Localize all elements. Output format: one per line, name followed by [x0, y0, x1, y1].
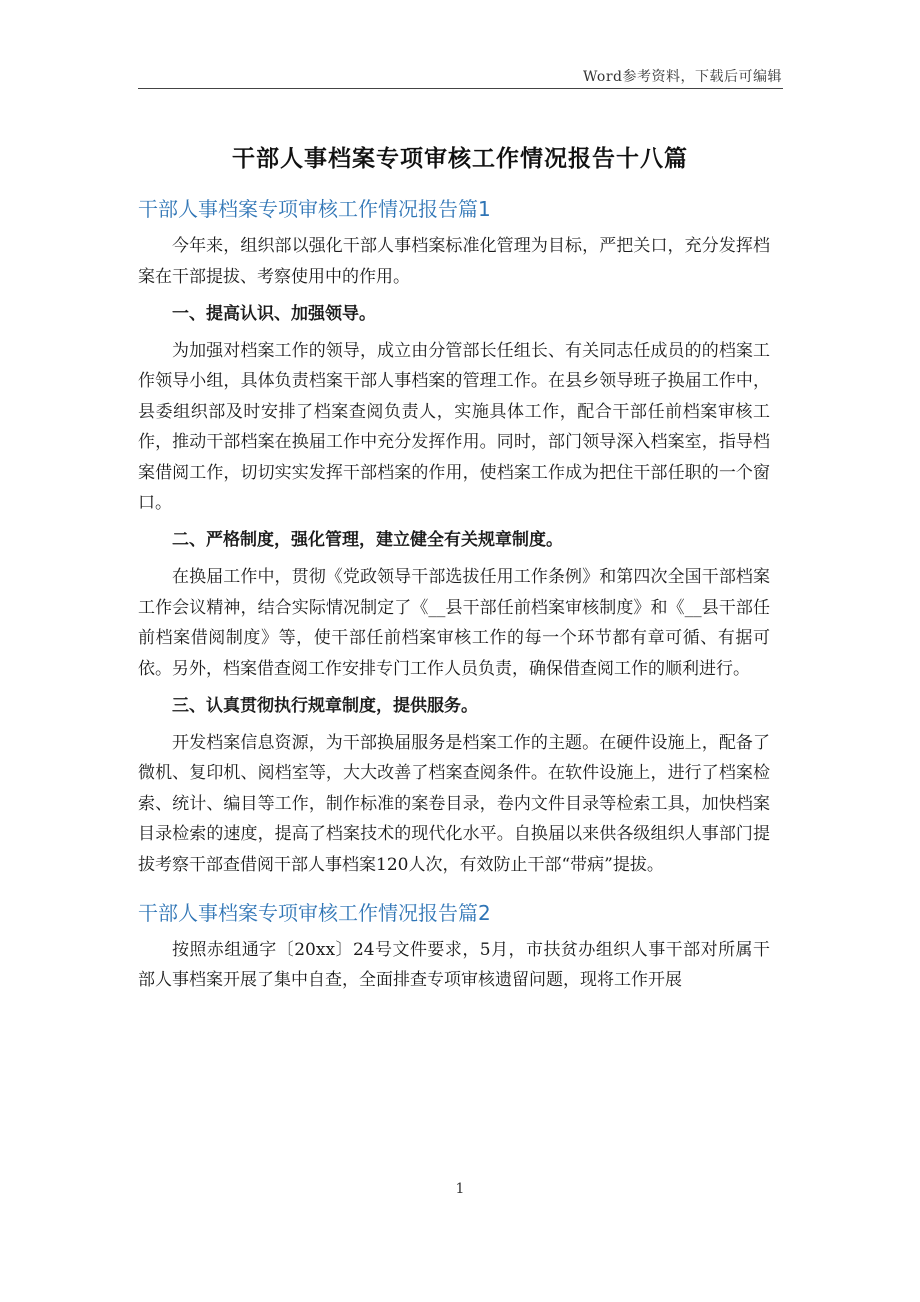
paragraph: 今年来，组织部以强化干部人事档案标准化管理为目标，严把关口，充分发挥档案在干部提拔、考察使用中的作用。 [138, 236, 770, 287]
paragraph: 为加强对档案工作的领导，成立由分管部长任组长、有关同志任成员的的档案工作领导小组，具体负责档案干部人事档案的管理工作。在县乡领导班子换届工作中，县委组织部及时安排了档案查阅负责人，实施具体工作，配合干部任前档案审核工作，推动干部档案在换届工作中充分发挥作用。同时，部门领导深入档案室，指导档案借阅工作，切切实实发挥干部档案的作用，使档案工作成为把住干部任职的一个窗口。 [138, 340, 770, 513]
subheading: 二、严格制度，强化管理，建立健全有关规章制度。 [172, 530, 563, 550]
subheading: 三、认真贯彻执行规章制度，提供服务。 [172, 695, 478, 716]
paragraph: 开发档案信息资源，为干部换届服务是档案工作的主题。在硬件设施上，配备了微机、复印机、阅档室等，大大改善了档案查阅条件。在软件设施上，进行了档案检索、统计、编目等工作，制作标准的案卷目录，卷内文件目录等检索工具，加快档案目录检索的速度，提高了档案技术的现代化水平。自换届以来供各级组织人事部门提拔考察干部查借阅干部人事档案120人次，有效防止干部“带病”提拔。 [138, 732, 770, 875]
header-rule [138, 88, 783, 89]
section-heading-1: 干部人事档案专项审核工作情况报告篇1 [138, 197, 491, 221]
subheading: 一、提高认识、加强领导。 [172, 303, 376, 324]
page-number: 1 [455, 1181, 465, 1197]
section-gap [138, 887, 770, 897]
document-body [138, 193, 770, 1002]
paragraph: 在换届工作中，贯彻《党政领导干部选拔任用工作条例》和第四次全国干部档案工作会议精神，结合实际情况制定了《__县干部任前档案审核制度》和《__县干部任前档案借阅制度》等，使干部任前档案审核工作的每一个环节都有章可循、有据可依。另外，档案借查阅工作安排专门工作人员负责，确保借查阅工作的顺利进行。 [138, 567, 770, 679]
section-heading-2: 干部人事档案专项审核工作情况报告篇2 [138, 900, 491, 925]
header-note: Word参考资料，下载后可编辑 [582, 69, 782, 85]
document-title: 干部人事档案专项审核工作情况报告十八篇 [232, 146, 688, 172]
paragraph: 按照赤组通字〔20xx〕24号文件要求，5月，市扶贫办组织人事干部对所属干部人事档案开展了集中自查，全面排查专项审核遗留问题，现将工作开展 [138, 939, 770, 990]
